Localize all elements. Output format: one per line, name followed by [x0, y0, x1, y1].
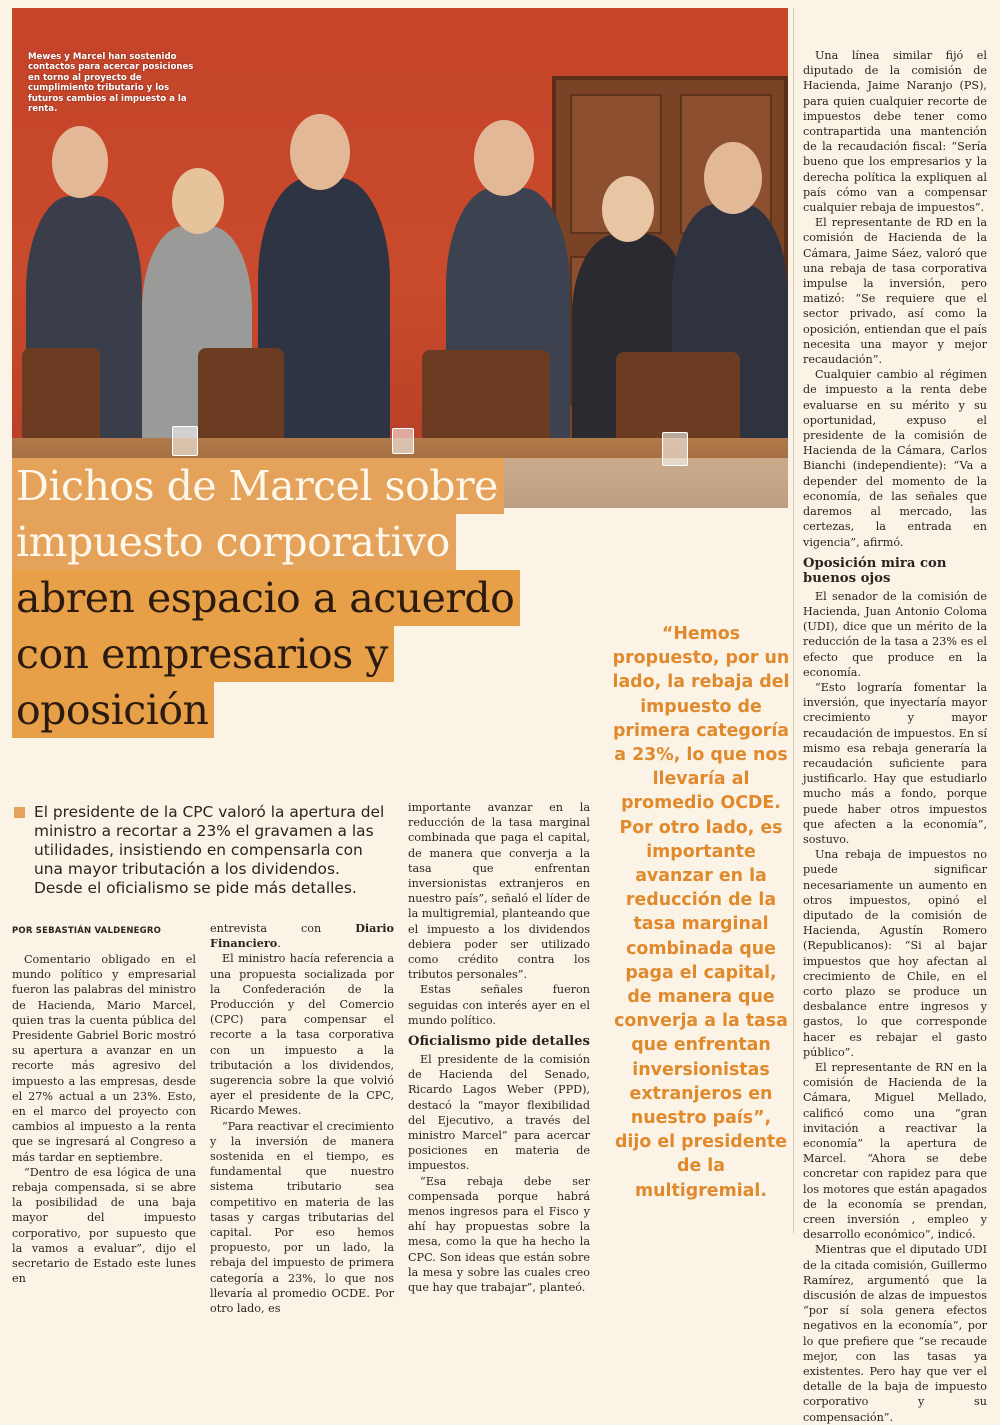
lead-text: El presidente de la CPC valoró la apertura del ministro a recortar a 23% el gravamen a las utilidades, insistiendo en compensarla con una mayor tributación a los dividendos. Desde el oficialismo se pide más detalles.	[34, 803, 385, 897]
paragraph: El representante de RD en la comisión de Hacienda de la Cámara, Jaime Sáez, valoró que una rebaja de tasa corporativa impulse la inversión, pero matizó: “Se requiere que el sector privado, así como la oposición, entiendan que el país necesita una mayor y mejor recaudación”.	[803, 216, 987, 367]
byline: POR SEBASTIÁN VALDENEGRO	[12, 926, 162, 936]
paragraph: Mientras que el diputado UDI de la citada comisión, Guillermo Ramírez, argumentó que la discusión de alzas de impuestos “por sí sola genera efectos negativos en la economía”, por lo que prefiere que “se recaude mejor, con las tasas ya existentes. Pero hay que ver el detalle de la baja de impuesto corporativo y su compensación”.	[803, 1243, 987, 1424]
column-3	[408, 800, 590, 1295]
paragraph: Cualquier cambio al régimen de impuesto a la renta debe evaluarse en su mérito y su oportunidad, expuso el presidente de la comisión de Hacienda de la Cámara, Carlos Bianchi (independiente): “Va a depender del momento de la economía, de las señales que daremos al mercado, las certezas, la entrada en vigencia”, afirmó.	[803, 368, 987, 549]
news-photo	[12, 8, 788, 508]
paragraph: El representante de RN en la comisión de Hacienda de la Cámara, Miguel Mellado, calificó como una “gran invitación a reactivar la economía” la apertura de Marcel. “Ahora se debe concretar con rapidez para que los motores que están apagados de la economía se prendan, creen inversión , empleo y desarrollo económico”, indicó.	[803, 1061, 987, 1242]
paragraph: “Dentro de esa lógica de una rebaja compensada, si se abre la posibilidad de una baja mayor del impuesto corporativo, por supuesto que la vamos a evaluar”, dijo el secretario de Estado este lunes en	[12, 1165, 196, 1286]
headline-line-2: impuesto corporativo	[12, 514, 456, 570]
subheading: Oposición mira con buenos ojos	[803, 555, 947, 586]
paragraph: “Esto lograría fomentar la inversión, que inyectaría mayor crecimiento y mayor recaudación de impuestos. En sí mismo esa rebaja generaría la recaudación suficiente para justificarlo. Hay que estudiarlo mucho más a fondo, porque puede haber otros impuestos que afecten a la economía”, sostuvo.	[803, 680, 987, 846]
photo-caption: Mewes y Marcel han sostenido contactos para acercar posiciones en torno al proyecto de cumplimiento tributario y los futuros cambios al impuesto a la renta.	[28, 52, 194, 115]
paragraph: Una rebaja de impuestos no puede significar necesariamente un aumento en otros impuestos, opinó el diputado de la comisión de Hacienda, Agustín Romero (Republicanos): “Si al bajar impuestos que hoy afectan al crecimiento de Chile, en el corto plazo se produce un desbalance entre ingresos y gastos, lo que corresponde hacer es rebajar el gasto público”.	[803, 848, 987, 1059]
lead-paragraph	[12, 803, 390, 898]
pull-quote: “Hemos propuesto, por un lado, la rebaja del impuesto de primera categoría a 23%, lo que nos llevaría al promedio OCDE. Por otro lado, es importante avanzar en la reducción de la tasa marginal combinada que paga el capital, de manera que converja a la tasa que enfrentan inversionistas extranjeros en nuestro país”, dijo el presidente de la multigremial.	[612, 624, 790, 1201]
column-1	[12, 952, 196, 1286]
column-2	[210, 921, 394, 1316]
paragraph: Comentario obligado en el mundo político y empresarial fueron las palabras del ministro de Hacienda, Mario Marcel, quien tras la cuenta pública del Presidente Gabriel Boric mostró su apertura a avanzar en un recorte más agresivo del impuesto a las empresas, desde el 27% actual a un 23%. Esto, en el marco del proyecto con cambios al impuesto a la renta que se ingresará al Congreso a más tardar en septiembre.	[12, 953, 196, 1164]
headline	[12, 458, 612, 738]
paragraph: El senador de la comisión de Hacienda, Juan Antonio Coloma (UDI), dice que un mérito de la reducción de la tasa a 23% es el efecto que produce en la economía.	[803, 589, 987, 679]
column-divider	[793, 8, 794, 1233]
paragraph: El presidente de la comisión de Hacienda del Senado, Ricardo Lagos Weber (PPD), destacó la “mayor flexibilidad del Ejecutivo, a través del ministro Marcel” para acercar posiciones en materia de impuestos.	[408, 1053, 590, 1173]
headline-line-1: Dichos de Marcel sobre	[12, 458, 504, 514]
paragraph: Estas señales fueron seguidas con interés ayer en el mundo político.	[408, 983, 590, 1027]
newspaper-name: Diario Financiero	[210, 921, 394, 951]
paragraph: entrevista con Diario Financiero.	[210, 921, 394, 951]
subheading: Oficialismo pide detalles	[408, 1034, 590, 1050]
paragraph: Una línea similar fijó el diputado de la comisión de Hacienda, Jaime Naranjo (PS), para quien cualquier recorte de impuestos debe tener como contrapartida una mantención de la recaudación fiscal: “Sería bueno que los empresarios y la derecha política la expliquen al país cómo van a compensar cualquier rebaja de impuestos”.	[803, 49, 987, 215]
paragraph: El ministro hacía referencia a una propuesta socializada por la Confederación de la Producción y del Comercio (CPC) para compensar el recorte a la tasa corporativa con un impuesto a la tributación a los dividendos, sugerencia sobre la que volvió ayer el presidente de la CPC, Ricardo Mewes.	[210, 952, 394, 1118]
headline-line-3: abren espacio a acuerdo	[12, 570, 520, 626]
paragraph: importante avanzar en la reducción de la tasa marginal combinada que paga el capital, de manera que converja a la tasa que enfrentan inversionistas extranjeros en nuestro país”, señaló el líder de la multigremial, planteando que el impuesto a los dividendos debiera poder ser utilizado como crédito contra los tributos personales”.	[408, 801, 590, 982]
paragraph: “Para reactivar el crecimiento y la inversión de manera sostenida en el tiempo, es fundamental que nuestro sistema tributario sea competitivo en materia de las tasas y cargas tributarias del capital. Por eso hemos propuesto, por un lado, la rebaja del impuesto de primera categoría a 23%, lo que nos llevaría al promedio OCDE. Por otro lado, es	[210, 1119, 394, 1316]
column-4	[803, 48, 987, 1425]
headline-line-4: con empresarios y	[12, 626, 394, 682]
bullet-square-icon	[14, 807, 25, 818]
paragraph: “Esa rebaja debe ser compensada porque habrá menos ingresos para el Fisco y ahí hay propuestas sobre la mesa, como la que ha hecho la CPC. Son ideas que están sobre la mesa y sobre las cuales creo que hay que trabajar”, planteó.	[408, 1174, 590, 1295]
headline-line-5: oposición	[12, 682, 214, 738]
